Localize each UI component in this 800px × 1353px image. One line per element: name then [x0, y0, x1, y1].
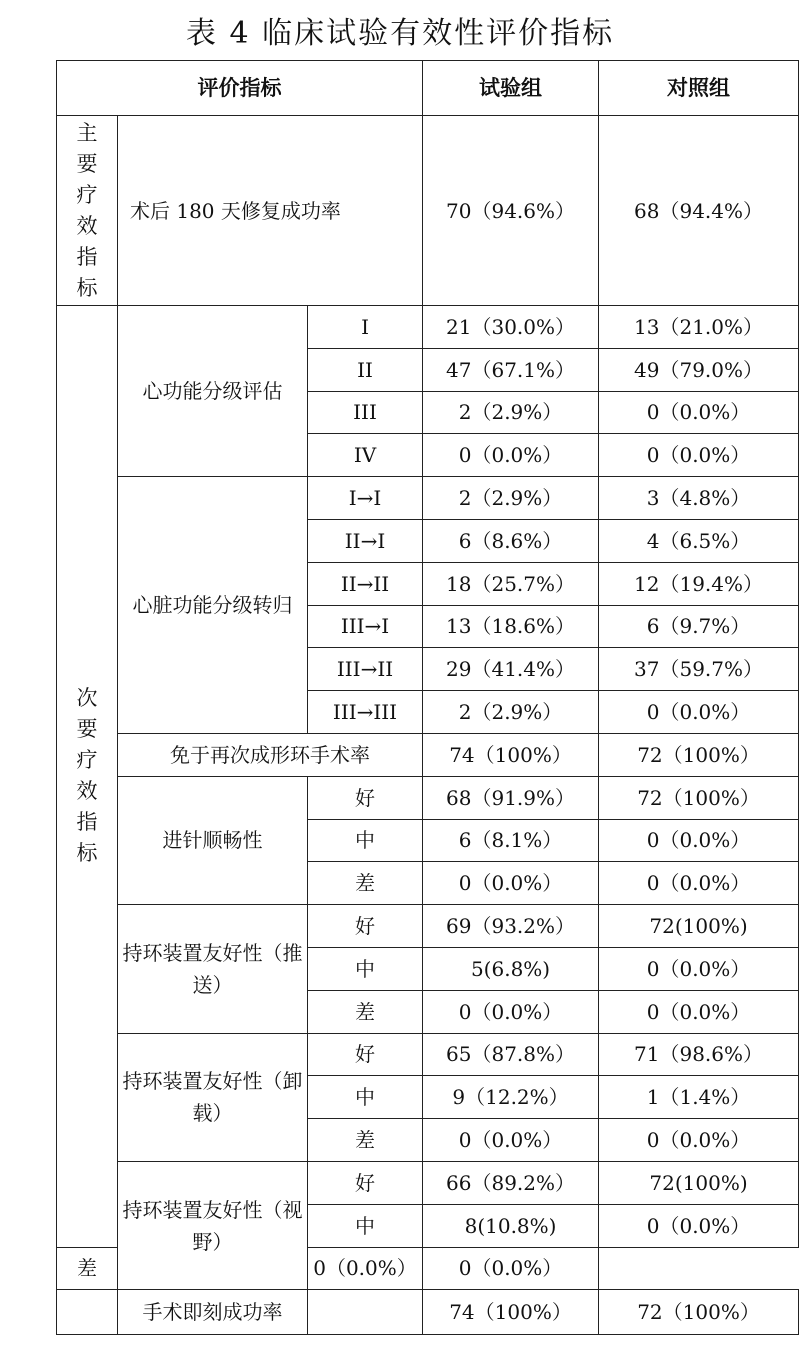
- test-value: 0（0.0%）: [423, 862, 599, 905]
- grade-cell: II: [308, 348, 423, 391]
- test-value: 0（0.0%）: [423, 1119, 599, 1162]
- control-value: 4（6.5%）: [599, 519, 799, 562]
- grade-cell: 好: [308, 905, 423, 948]
- control-value: 72（100%）: [599, 733, 799, 776]
- control-value: 0（0.0%）: [599, 391, 799, 434]
- test-value: 8(10.8%): [423, 1204, 599, 1247]
- table-row: [57, 477, 799, 520]
- control-value: 13（21.0%）: [599, 306, 799, 349]
- immediate-label: 手术即刻成功率: [118, 1290, 308, 1335]
- holder-push-label: 持环装置友好性（推送）: [118, 905, 308, 1033]
- grade-cell: III→I: [308, 605, 423, 648]
- table-row: [57, 116, 799, 306]
- test-value: 2（2.9%）: [423, 477, 599, 520]
- grade-cell: 中: [308, 819, 423, 862]
- needle-label: 进针顺畅性: [118, 776, 308, 904]
- table-row: [57, 306, 799, 349]
- grade-cell: I: [308, 306, 423, 349]
- table-title: 表 4 临床试验有效性评价指标: [185, 16, 615, 51]
- test-value: 9（12.2%）: [423, 1076, 599, 1119]
- grade-cell: IV: [308, 434, 423, 477]
- holder-view-label: 持环装置友好性（视野）: [118, 1161, 308, 1289]
- grade-cell: 差: [308, 862, 423, 905]
- holder-unload-label: 持环装置友好性（卸载）: [118, 1033, 308, 1161]
- header-control-group: 对照组: [599, 61, 799, 116]
- grade-cell: II→I: [308, 519, 423, 562]
- control-value: 72（100%）: [599, 1290, 799, 1335]
- test-value: 21（30.0%）: [423, 306, 599, 349]
- table-row: [57, 1033, 799, 1076]
- grade-cell: 差: [308, 1119, 423, 1162]
- control-value: 0（0.0%）: [599, 862, 799, 905]
- test-value: 29（41.4%）: [423, 648, 599, 691]
- grade-cell: 中: [308, 1076, 423, 1119]
- control-value: 71（98.6%）: [599, 1033, 799, 1076]
- test-value: 0（0.0%）: [308, 1247, 423, 1290]
- control-value: 72(100%): [599, 1161, 799, 1204]
- table-row: [57, 776, 799, 819]
- efficacy-table: [56, 60, 799, 1335]
- control-value: 12（19.4%）: [599, 562, 799, 605]
- control-value: 0（0.0%）: [599, 691, 799, 734]
- grade-cell: 中: [308, 947, 423, 990]
- test-value: 70（94.6%）: [423, 116, 599, 306]
- header-test-group: 试验组: [423, 61, 599, 116]
- test-value: 65（87.8%）: [423, 1033, 599, 1076]
- test-value: 18（25.7%）: [423, 562, 599, 605]
- test-value: 6（8.1%）: [423, 819, 599, 862]
- test-value: 6（8.6%）: [423, 519, 599, 562]
- control-value: 68（94.4%）: [599, 116, 799, 306]
- control-value: 72（100%）: [599, 776, 799, 819]
- secondary-group-label: 次 要 疗 效 指 标: [57, 306, 118, 1248]
- test-value: 68（91.9%）: [423, 776, 599, 819]
- grade-cell: 好: [308, 776, 423, 819]
- control-value: 0（0.0%）: [599, 1204, 799, 1247]
- control-value: 72(100%): [599, 905, 799, 948]
- grade-cell: I→I: [308, 477, 423, 520]
- control-value: 1（1.4%）: [599, 1076, 799, 1119]
- grade-cell: III→II: [308, 648, 423, 691]
- control-value: 6（9.7%）: [599, 605, 799, 648]
- test-value: 5(6.8%): [423, 947, 599, 990]
- header-row: [57, 61, 799, 116]
- heart-transition-label: 心脏功能分级转归: [118, 477, 308, 734]
- header-indicator: 评价指标: [57, 61, 423, 116]
- grade-cell: 好: [308, 1033, 423, 1076]
- primary-indicator: 术后 180 天修复成功率: [118, 116, 423, 306]
- free-surgery-label: 免于再次成形环手术率: [118, 733, 423, 776]
- test-value: 74（100%）: [423, 1290, 599, 1335]
- control-value: 37（59.7%）: [599, 648, 799, 691]
- control-value: 0（0.0%）: [599, 990, 799, 1033]
- test-value: 66（89.2%）: [423, 1161, 599, 1204]
- test-value: 2（2.9%）: [423, 391, 599, 434]
- test-value: 2（2.9%）: [423, 691, 599, 734]
- grade-cell: 好: [308, 1161, 423, 1204]
- heart-grade-label: 心功能分级评估: [118, 306, 308, 477]
- table-row: [57, 1290, 799, 1335]
- control-value: 49（79.0%）: [599, 348, 799, 391]
- empty-group-cell: [57, 1290, 118, 1335]
- control-value: 0（0.0%）: [599, 819, 799, 862]
- test-value: 47（67.1%）: [423, 348, 599, 391]
- test-value: 74（100%）: [423, 733, 599, 776]
- test-value: 0（0.0%）: [423, 990, 599, 1033]
- primary-group-label: 主 要 疗 效 指 标: [57, 116, 118, 306]
- control-value: 0（0.0%）: [599, 1119, 799, 1162]
- table-row: [57, 905, 799, 948]
- empty-grade-cell: [308, 1290, 423, 1335]
- test-value: 69（93.2%）: [423, 905, 599, 948]
- grade-cell: 中: [308, 1204, 423, 1247]
- grade-cell: III→III: [308, 691, 423, 734]
- grade-cell: 差: [308, 990, 423, 1033]
- grade-cell: III: [308, 391, 423, 434]
- grade-cell: 差: [57, 1247, 118, 1290]
- control-value: 3（4.8%）: [599, 477, 799, 520]
- test-value: 0（0.0%）: [423, 434, 599, 477]
- control-value: 0（0.0%）: [599, 947, 799, 990]
- control-value: 0（0.0%）: [423, 1247, 599, 1290]
- test-value: 13（18.6%）: [423, 605, 599, 648]
- table-row: [57, 733, 799, 776]
- grade-cell: II→II: [308, 562, 423, 605]
- table-row: [57, 1161, 799, 1204]
- control-value: 0（0.0%）: [599, 434, 799, 477]
